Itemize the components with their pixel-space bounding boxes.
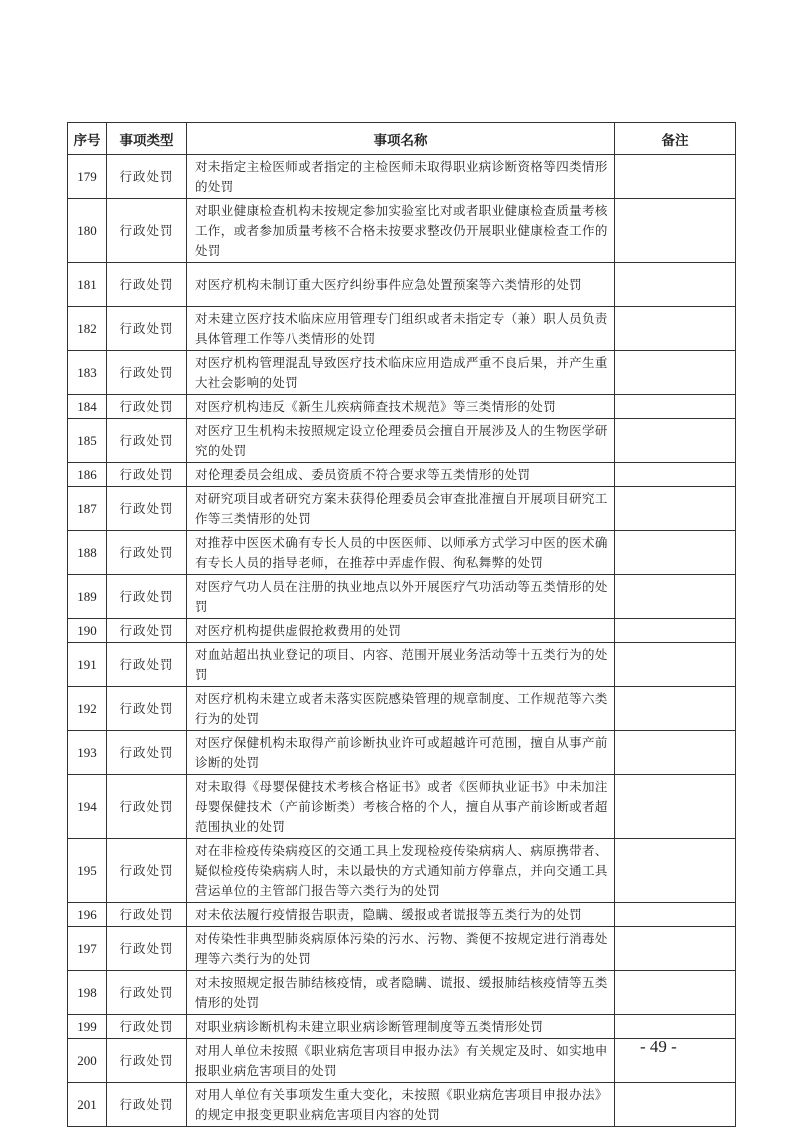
row-remarks: [615, 1083, 736, 1127]
row-item-type: 行政处罚: [107, 575, 187, 619]
row-item-name: 对血站超出执业登记的项目、内容、范围开展业务活动等十五类行为的处罚: [187, 643, 615, 687]
header-item-name: 事项名称: [187, 123, 615, 155]
table-row: [68, 1083, 736, 1127]
row-serial-number: 184: [68, 395, 107, 419]
row-item-name: 对医疗机构未制订重大医疗纠纷事件应急处置预案等六类情形的处罚: [187, 263, 615, 307]
page-number: - 49 -: [640, 1037, 677, 1056]
row-serial-number: 189: [68, 575, 107, 619]
table-row: [68, 351, 736, 395]
row-item-name: 对医疗机构管理混乱导致医疗技术临床应用造成严重不良后果，并产生重大社会影响的处罚: [187, 351, 615, 395]
row-serial-number: 180: [68, 199, 107, 263]
table-row: [68, 531, 736, 575]
table-header-row: [68, 123, 736, 155]
row-item-type: 行政处罚: [107, 463, 187, 487]
row-serial-number: 181: [68, 263, 107, 307]
row-item-type: 行政处罚: [107, 155, 187, 199]
row-item-type: 行政处罚: [107, 199, 187, 263]
header-remarks: 备注: [615, 123, 736, 155]
row-item-type: 行政处罚: [107, 419, 187, 463]
row-item-type: 行政处罚: [107, 1083, 187, 1127]
row-item-type: 行政处罚: [107, 307, 187, 351]
row-remarks: [615, 463, 736, 487]
row-remarks: [615, 731, 736, 775]
table-row: [68, 731, 736, 775]
table-row: [68, 575, 736, 619]
header-item-type: 事项类型: [107, 123, 187, 155]
matters-table-container: [67, 122, 735, 1127]
row-serial-number: 193: [68, 731, 107, 775]
row-item-type: 行政处罚: [107, 643, 187, 687]
row-serial-number: 183: [68, 351, 107, 395]
row-remarks: [615, 971, 736, 1015]
row-item-type: 行政处罚: [107, 531, 187, 575]
row-remarks: [615, 419, 736, 463]
row-item-type: 行政处罚: [107, 487, 187, 531]
row-item-type: 行政处罚: [107, 839, 187, 903]
table-row: [68, 927, 736, 971]
row-item-name: 对医疗机构提供虚假抢救费用的处罚: [187, 619, 615, 643]
table-row: [68, 155, 736, 199]
row-serial-number: 188: [68, 531, 107, 575]
row-serial-number: 190: [68, 619, 107, 643]
table-row: [68, 687, 736, 731]
row-item-name: 对推荐中医医术确有专长人员的中医医师、以师承方式学习中医的医术确有专长人员的指导老师，在推荐中弄虚作假、徇私舞弊的处罚: [187, 531, 615, 575]
row-item-name: 对用人单位有关事项发生重大变化，未按照《职业病危害项目申报办法》的规定申报变更职业病危害项目内容的处罚: [187, 1083, 615, 1127]
row-item-name: 对未依法履行疫情报告职责，隐瞒、缓报或者谎报等五类行为的处罚: [187, 903, 615, 927]
row-item-name: 对传染性非典型肺炎病原体污染的污水、污物、粪便不按规定进行消毒处理等六类行为的处罚: [187, 927, 615, 971]
table-row: [68, 1039, 736, 1083]
table-row: [68, 903, 736, 927]
row-serial-number: 195: [68, 839, 107, 903]
table-row: [68, 199, 736, 263]
row-serial-number: 199: [68, 1015, 107, 1039]
row-remarks: [615, 199, 736, 263]
row-remarks: [615, 619, 736, 643]
header-serial-number: 序号: [68, 123, 107, 155]
table-row: [68, 395, 736, 419]
row-remarks: [615, 839, 736, 903]
table-row: [68, 643, 736, 687]
row-remarks: [615, 395, 736, 419]
row-item-type: 行政处罚: [107, 903, 187, 927]
row-serial-number: 187: [68, 487, 107, 531]
row-item-name: 对医疗机构违反《新生儿疾病筛查技术规范》等三类情形的处罚: [187, 395, 615, 419]
table-row: [68, 775, 736, 839]
row-remarks: [615, 263, 736, 307]
row-serial-number: 197: [68, 927, 107, 971]
row-item-type: 行政处罚: [107, 1015, 187, 1039]
row-item-type: 行政处罚: [107, 731, 187, 775]
table-row: [68, 263, 736, 307]
row-serial-number: 194: [68, 775, 107, 839]
table-row: [68, 307, 736, 351]
row-remarks: [615, 487, 736, 531]
row-item-type: 行政处罚: [107, 351, 187, 395]
row-item-name: 对用人单位未按照《职业病危害项目申报办法》有关规定及时、如实地申报职业病危害项目的处罚: [187, 1039, 615, 1083]
row-serial-number: 196: [68, 903, 107, 927]
row-serial-number: 201: [68, 1083, 107, 1127]
row-remarks: [615, 531, 736, 575]
table-row: [68, 1015, 736, 1039]
row-remarks: [615, 351, 736, 395]
row-remarks: [615, 687, 736, 731]
row-item-type: 行政处罚: [107, 619, 187, 643]
row-remarks: [615, 307, 736, 351]
row-item-type: 行政处罚: [107, 927, 187, 971]
row-item-name: 对医疗卫生机构未按照规定设立伦理委员会擅自开展涉及人的生物医学研究的处罚: [187, 419, 615, 463]
row-item-name: 对医疗气功人员在注册的执业地点以外开展医疗气功活动等五类情形的处罚: [187, 575, 615, 619]
table-row: [68, 971, 736, 1015]
row-serial-number: 200: [68, 1039, 107, 1083]
row-item-name: 对在非检疫传染病疫区的交通工具上发现检疫传染病病人、病原携带者、疑似检疫传染病病人时，未以最快的方式通知前方停靠点，并向交通工具营运单位的主管部门报告等六类行为的处罚: [187, 839, 615, 903]
row-item-name: 对未指定主检医师或者指定的主检医师未取得职业病诊断资格等四类情形的处罚: [187, 155, 615, 199]
table-row: [68, 619, 736, 643]
row-serial-number: 186: [68, 463, 107, 487]
row-item-name: 对伦理委员会组成、委员资质不符合要求等五类情形的处罚: [187, 463, 615, 487]
matters-table: [67, 122, 736, 1127]
row-remarks: [615, 927, 736, 971]
row-serial-number: 191: [68, 643, 107, 687]
row-item-type: 行政处罚: [107, 687, 187, 731]
row-item-name: 对未建立医疗技术临床应用管理专门组织或者未指定专（兼）职人员负责具体管理工作等八类情形的处罚: [187, 307, 615, 351]
table-row: [68, 419, 736, 463]
row-item-name: 对职业健康检查机构未按规定参加实验室比对或者职业健康检查质量考核工作，或者参加质量考核不合格未按要求整改仍开展职业健康检查工作的处罚: [187, 199, 615, 263]
table-row: [68, 487, 736, 531]
row-item-type: 行政处罚: [107, 395, 187, 419]
table-row: [68, 839, 736, 903]
row-remarks: [615, 575, 736, 619]
row-remarks: [615, 775, 736, 839]
row-remarks: [615, 1015, 736, 1039]
row-item-name: 对研究项目或者研究方案未获得伦理委员会审查批准擅自开展项目研究工作等三类情形的处罚: [187, 487, 615, 531]
row-item-type: 行政处罚: [107, 971, 187, 1015]
row-remarks: [615, 643, 736, 687]
row-serial-number: 179: [68, 155, 107, 199]
row-serial-number: 182: [68, 307, 107, 351]
row-item-name: 对未取得《母婴保健技术考核合格证书》或者《医师执业证书》中未加注母婴保健技术（产前诊断类）考核合格的个人，擅自从事产前诊断或者超范围执业的处罚: [187, 775, 615, 839]
row-item-type: 行政处罚: [107, 775, 187, 839]
row-item-name: 对未按照规定报告肺结核疫情，或者隐瞒、谎报、缓报肺结核疫情等五类情形的处罚: [187, 971, 615, 1015]
row-item-type: 行政处罚: [107, 263, 187, 307]
row-remarks: [615, 903, 736, 927]
row-item-type: 行政处罚: [107, 1039, 187, 1083]
row-remarks: [615, 155, 736, 199]
row-serial-number: 185: [68, 419, 107, 463]
row-item-name: 对职业病诊断机构未建立职业病诊断管理制度等五类情形处罚: [187, 1015, 615, 1039]
table-row: [68, 463, 736, 487]
row-serial-number: 198: [68, 971, 107, 1015]
row-item-name: 对医疗保健机构未取得产前诊断执业许可或超越许可范围，擅自从事产前诊断的处罚: [187, 731, 615, 775]
row-item-name: 对医疗机构未建立或者未落实医院感染管理的规章制度、工作规范等六类行为的处罚: [187, 687, 615, 731]
row-serial-number: 192: [68, 687, 107, 731]
